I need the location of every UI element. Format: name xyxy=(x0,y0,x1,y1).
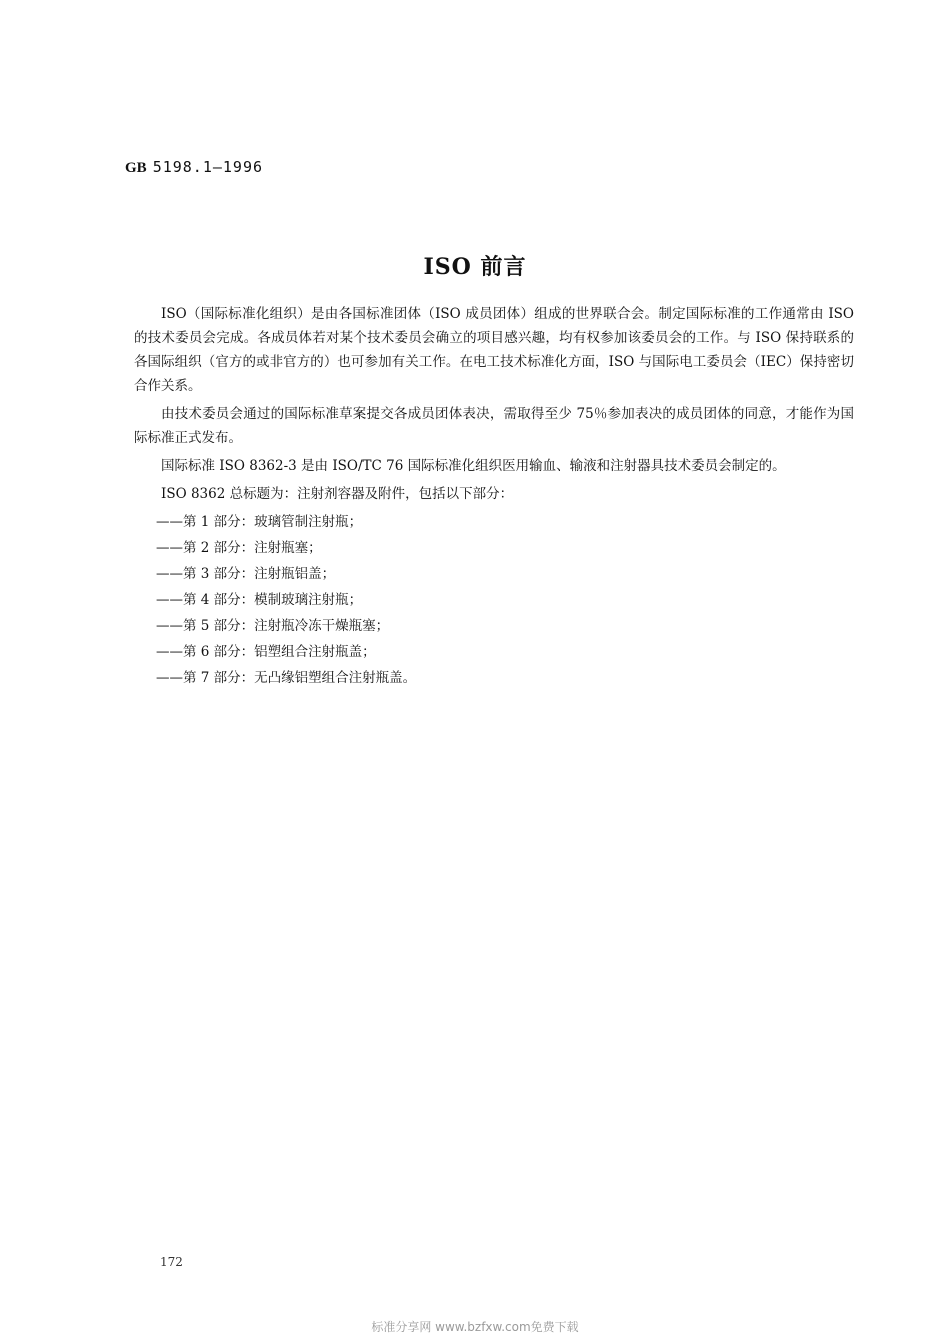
list-item: ——第 6 部分：铝塑组合注射瓶盖； xyxy=(156,644,376,660)
list-item: ——第 2 部分：注射瓶塞； xyxy=(156,540,322,556)
list-item: ——第 3 部分：注射瓶铝盖； xyxy=(156,566,336,582)
watermark-text: 标准分享网 www.bzfxw.com免费下载 xyxy=(371,1320,579,1334)
standard-number: 5198.1—1996 xyxy=(152,158,264,176)
parts-list xyxy=(134,510,854,690)
page-title: ISO 前言 xyxy=(423,254,527,280)
list-item: ——第 7 部分：无凸缘铝塑组合注射瓶盖。 xyxy=(156,670,417,686)
paragraph-iso-intro: ISO（国际标准化组织）是由各国标准团体（ISO 成员团体）组成的世界联合会。制定国际标准的工作通常由 ISO 的技术委员会完成。各成员体若对某个技术委员会确立的项目感兴趣，均有权参加该委员会的工作。与 ISO 保持联系的各国际组织（官方的或非官方的）也可参加有关工作。在电工技术标准化方面，ISO 与国际电工委员会（IEC）保持密切合作关系。 xyxy=(134,306,854,394)
list-item: ——第 1 部分：玻璃管制注射瓶； xyxy=(156,514,363,530)
standard-prefix: GB xyxy=(125,160,147,176)
list-item: ——第 5 部分：注射瓶冷冻干燥瓶塞； xyxy=(156,618,390,634)
paragraph-approval: 由技术委员会通过的国际标准草案提交各成员团体表决，需取得至少 75％参加表决的成员团体的同意，才能作为国际标准正式发布。 xyxy=(134,406,854,446)
page-number: 172 xyxy=(160,1255,183,1269)
paragraph-parts-intro: ISO 8362 总标题为：注射剂容器及附件，包括以下部分： xyxy=(161,486,514,502)
standard-number-header xyxy=(125,158,263,177)
foreword-body xyxy=(134,302,854,692)
paragraph-committee: 国际标准 ISO 8362-3 是由 ISO/TC 76 国际标准化组织医用输血、输液和注射器具技术委员会制定的。 xyxy=(161,458,786,474)
list-item: ——第 4 部分：模制玻璃注射瓶； xyxy=(156,592,363,608)
